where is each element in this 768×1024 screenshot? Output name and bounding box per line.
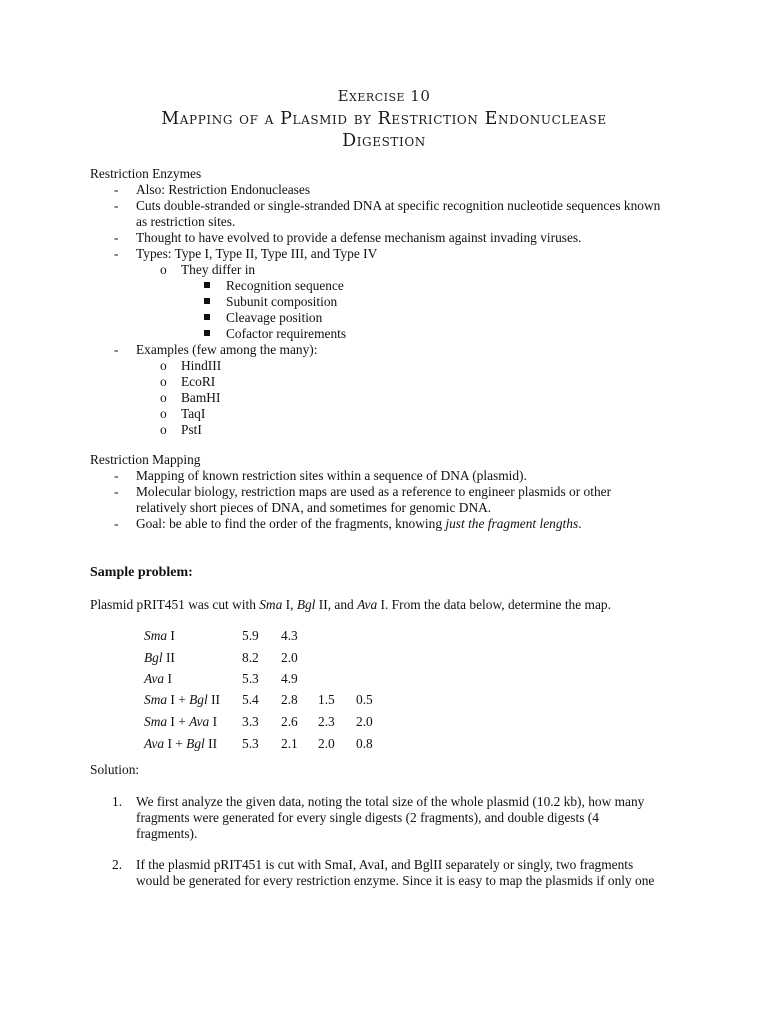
sample-problem-intro bbox=[90, 597, 611, 613]
step-1-line-3: fragments). bbox=[136, 826, 198, 841]
square-bullet bbox=[204, 330, 210, 336]
fragment-size: 5.3 bbox=[242, 736, 259, 751]
circle-bullet: o bbox=[160, 374, 167, 389]
fragment-size: 8.2 bbox=[242, 650, 259, 665]
fragment-size: 1.5 bbox=[318, 692, 335, 707]
mapping-bullet-2-line-2: relatively short pieces of DNA, and sometimes for genomic DNA. bbox=[136, 500, 492, 515]
enzyme-name: Ava bbox=[189, 714, 210, 729]
goal-period: . bbox=[578, 516, 582, 531]
enzyme-name: Sma bbox=[144, 628, 168, 643]
difference-item: Recognition sequence bbox=[226, 278, 344, 293]
digest-label-text: I bbox=[164, 671, 172, 686]
goal-text: Goal: be able to find the order of the fragments, knowing bbox=[136, 516, 446, 531]
enzyme-name-sma: Sma bbox=[259, 597, 283, 612]
square-bullet bbox=[204, 298, 210, 304]
square-bullet bbox=[204, 282, 210, 288]
dash-bullet: - bbox=[114, 198, 119, 213]
fragment-size: 0.5 bbox=[356, 692, 373, 707]
mapping-bullet-1: Mapping of known restriction sites within a sequence of DNA (plasmid). bbox=[136, 468, 527, 483]
solution-label: Solution: bbox=[90, 762, 140, 777]
circle-bullet: o bbox=[160, 406, 167, 421]
example-item: EcoRI bbox=[181, 374, 216, 389]
fragment-size: 5.3 bbox=[242, 671, 259, 686]
intro-text: II, and bbox=[315, 597, 358, 612]
mapping-bullet-3 bbox=[136, 516, 582, 532]
fragment-size: 5.9 bbox=[242, 628, 259, 643]
digest-label-text: I bbox=[167, 692, 175, 707]
fragment-size: 5.4 bbox=[242, 692, 259, 707]
dash-bullet: - bbox=[114, 182, 119, 197]
fragment-size: 2.3 bbox=[318, 714, 335, 729]
example-item: PstI bbox=[181, 422, 202, 437]
example-item: BamHI bbox=[181, 390, 221, 405]
circle-bullet: o bbox=[160, 390, 167, 405]
digest-label bbox=[144, 650, 175, 666]
difference-item: Cleavage position bbox=[226, 310, 323, 325]
enzyme-name-ava: Ava bbox=[357, 597, 378, 612]
fragment-size: 2.8 bbox=[281, 692, 298, 707]
step-1-line-1: We first analyze the given data, noting the total size of the whole plasmid (10.2 kb), how many bbox=[136, 794, 645, 809]
goal-emphasis: just the fragment lengths bbox=[445, 516, 579, 531]
digest-label-text: + bbox=[174, 692, 190, 707]
dash-bullet: - bbox=[114, 468, 119, 483]
digest-label-text: + bbox=[171, 736, 187, 751]
page-title bbox=[90, 108, 678, 152]
title-line-2: Digestion bbox=[342, 131, 426, 151]
fragment-size: 2.1 bbox=[281, 736, 298, 751]
enzyme-name: Sma bbox=[144, 714, 168, 729]
step-2-line-2: would be generated for every restriction enzyme. Since it is easy to map the plasmids if only one bbox=[136, 873, 655, 888]
step-number: 1. bbox=[112, 794, 123, 809]
section-heading-restriction-mapping: Restriction Mapping bbox=[90, 452, 201, 467]
intro-text: I. From the data below, determine the map. bbox=[377, 597, 611, 612]
fragment-size: 0.8 bbox=[356, 736, 373, 751]
digest-label bbox=[144, 736, 217, 752]
enzyme-name: Sma bbox=[144, 692, 168, 707]
enzymes-bullet-4: Types: Type I, Type II, Type III, and Type IV bbox=[136, 246, 378, 261]
fragment-size: 4.9 bbox=[281, 671, 298, 686]
digest-label bbox=[144, 671, 172, 687]
step-1-line-2: fragments were generated for every single digests (2 fragments), and double digests (4 bbox=[136, 810, 599, 825]
exercise-label: Exercise 10 bbox=[337, 87, 431, 105]
square-bullet bbox=[204, 314, 210, 320]
digest-label-text: I bbox=[167, 628, 175, 643]
enzyme-name: Bgl bbox=[189, 692, 208, 707]
enzymes-bullet-5: Examples (few among the many): bbox=[136, 342, 318, 357]
sample-problem-heading: Sample problem: bbox=[90, 565, 193, 580]
enzyme-name: Bgl bbox=[144, 650, 163, 665]
fragment-size: 4.3 bbox=[281, 628, 298, 643]
fragment-size: 2.0 bbox=[281, 650, 298, 665]
fragment-size: 2.0 bbox=[318, 736, 335, 751]
enzymes-bullet-2-line-2: as restriction sites. bbox=[136, 214, 236, 229]
dash-bullet: - bbox=[114, 516, 119, 531]
mapping-bullet-2-line-1: Molecular biology, restriction maps are used as a reference to engineer plasmids or other bbox=[136, 484, 612, 499]
intro-text: I, bbox=[282, 597, 297, 612]
fragment-size: 2.6 bbox=[281, 714, 298, 729]
digest-label-text: + bbox=[174, 714, 190, 729]
digest-label bbox=[144, 628, 175, 644]
dash-bullet: - bbox=[114, 246, 119, 261]
digest-label-text: I bbox=[209, 714, 218, 729]
fragment-size: 2.0 bbox=[356, 714, 373, 729]
difference-item: Subunit composition bbox=[226, 294, 338, 309]
differ-in-label: They differ in bbox=[181, 262, 256, 277]
digest-label-text: II bbox=[204, 736, 218, 751]
enzyme-name: Ava bbox=[144, 671, 165, 686]
enzymes-bullet-2-line-1: Cuts double-stranded or single-stranded DNA at specific recognition nucleotide sequences known bbox=[136, 198, 661, 213]
enzyme-name: Bgl bbox=[186, 736, 205, 751]
digest-label bbox=[144, 692, 220, 708]
dash-bullet: - bbox=[114, 342, 119, 357]
circle-bullet: o bbox=[160, 422, 167, 437]
step-2-line-1: If the plasmid pRIT451 is cut with SmaI, AvaI, and BglII separately or singly, two fragments bbox=[136, 857, 634, 872]
step-number: 2. bbox=[112, 857, 123, 872]
title-line-1: Mapping of a Plasmid by Restriction Endonuclease bbox=[161, 109, 607, 129]
example-item: TaqI bbox=[181, 406, 206, 421]
digest-label-text: II bbox=[162, 650, 175, 665]
digest-label bbox=[144, 714, 217, 730]
digest-label-text: I bbox=[167, 714, 175, 729]
example-item: HindIII bbox=[181, 358, 222, 373]
fragment-size: 3.3 bbox=[242, 714, 259, 729]
intro-text: Plasmid pRIT451 was cut with bbox=[90, 597, 260, 612]
difference-item: Cofactor requirements bbox=[226, 326, 347, 341]
section-heading-restriction-enzymes: Restriction Enzymes bbox=[90, 166, 202, 181]
dash-bullet: - bbox=[114, 484, 119, 499]
enzyme-name: Ava bbox=[144, 736, 165, 751]
digest-label-text: I bbox=[164, 736, 172, 751]
dash-bullet: - bbox=[114, 230, 119, 245]
enzymes-bullet-3: Thought to have evolved to provide a defense mechanism against invading viruses. bbox=[136, 230, 582, 245]
circle-bullet: o bbox=[160, 262, 167, 277]
enzymes-bullet-1: Also: Restriction Endonucleases bbox=[136, 182, 311, 197]
enzyme-name-bgl: Bgl bbox=[296, 597, 316, 612]
circle-bullet: o bbox=[160, 358, 167, 373]
digest-label-text: II bbox=[207, 692, 221, 707]
